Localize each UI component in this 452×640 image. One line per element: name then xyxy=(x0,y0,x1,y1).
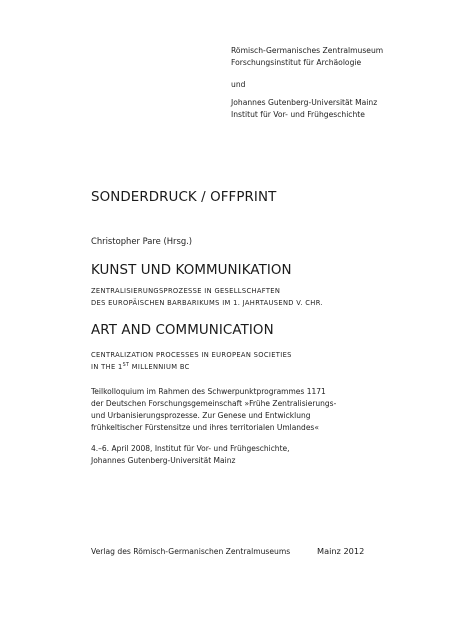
english-subtitle-line2 xyxy=(91,361,190,373)
english-subtitle-line2-post: MILLENNIUM BC xyxy=(129,363,190,371)
colloquium-line1: Teilkolloquium im Rahmen des Schwerpunktprogrammes 1171 xyxy=(91,387,326,396)
german-title: KUNST UND KOMMUNIKATION xyxy=(91,263,292,278)
offprint-label: SONDERDRUCK / OFFPRINT xyxy=(91,190,277,205)
colloquium-line2: der Deutschen Forschungsgemeinschaft »Frühe Zentralisierungs- xyxy=(91,399,337,408)
event-line2: Johannes Gutenberg-Universität Mainz xyxy=(91,456,236,465)
german-subtitle-line1: ZENTRALISIERUNGSPROZESSE IN GESELLSCHAFTEN xyxy=(91,287,281,295)
event-line1: 4.–6. April 2008, Institut für Vor- und Frühgeschichte, xyxy=(91,444,290,453)
and-text: und xyxy=(231,80,246,89)
rgzm-name: Römisch-Germanisches Zentralmuseum xyxy=(231,46,384,55)
english-subtitle-line2-pre: IN THE 1 xyxy=(91,363,123,371)
editor-name: Christopher Pare (Hrsg.) xyxy=(91,236,193,246)
jgu-subtitle: Institut für Vor- und Frühgeschichte xyxy=(231,110,365,119)
jgu-name: Johannes Gutenberg-Universität Mainz xyxy=(231,98,378,107)
colloquium-line3: und Urbanisierungsprozesse. Zur Genese und Entwicklung xyxy=(91,411,311,420)
english-subtitle-line1: CENTRALIZATION PROCESSES IN EUROPEAN SOCIETIES xyxy=(91,351,292,359)
english-title: ART AND COMMUNICATION xyxy=(91,323,274,338)
rgzm-subtitle: Forschungsinstitut für Archäologie xyxy=(231,58,362,67)
english-subtitle-ordinal: ST xyxy=(122,362,130,368)
german-subtitle-line2: DES EUROPÄISCHEN BARBARIKUMS IM 1. JAHRTAUSEND V. CHR. xyxy=(91,299,323,307)
colloquium-line4: frühkeltischer Fürstensitze und ihres territorialen Umlandes« xyxy=(91,423,319,432)
place-year: Mainz 2012 xyxy=(317,546,365,556)
publisher-name: Verlag des Römisch-Germanischen Zentralmuseums xyxy=(91,547,291,556)
